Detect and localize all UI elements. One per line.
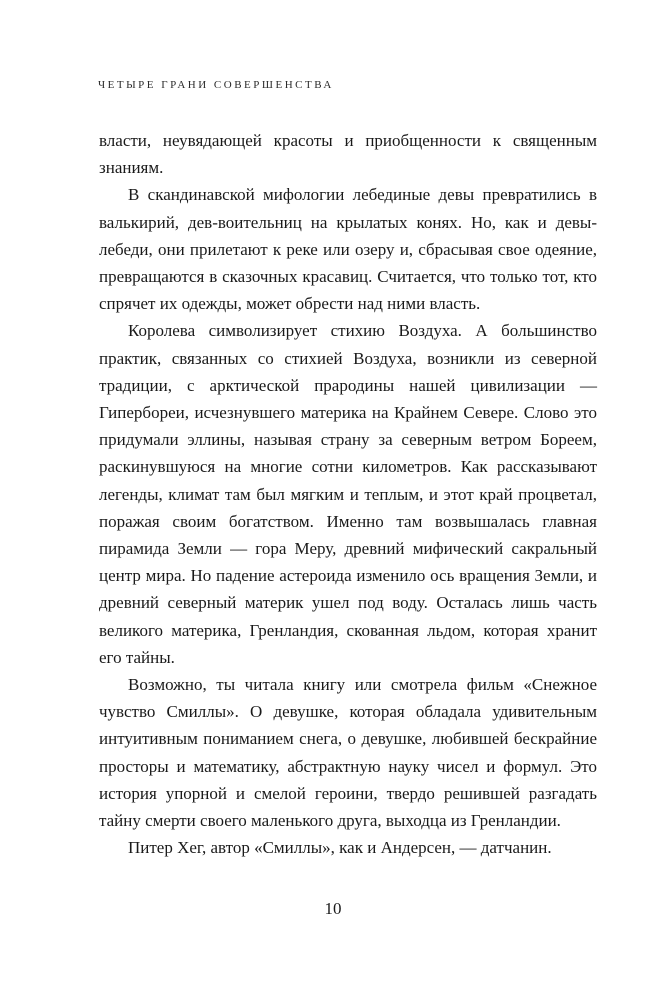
body-text [99, 127, 597, 861]
paragraph-1: власти, неувядающей красоты и приобщенности к священным знаниям. [99, 131, 597, 178]
paragraph-3: Королева символизирует стихию Воздуха. А большинство практик, связанных со стихией Воздуха, возникли из северной традиции, с арктической прародины нашей цивилизации — Гипербореи, исчезнувшего материка на Крайнем Севере. Слово это придумали эллины, называя страну за северным ветром Бореем, раскинувшуюся на многие сотни километров. Как рассказывают легенды, климат там был мягким и теплым, и этот край процветал, поражая своим богатством. Именно там возвышалась главная пирамида Земли — гора Меру, древний мифический сакральный центр мира. Но падение астероида изменило ось вращения Земли, и древний северный материк ушел под воду. Осталась лишь часть великого материка, Гренландия, скованная льдом, которая хранит его тайны. [99, 321, 597, 667]
paragraph-4: Возможно, ты читала книгу или смотрела фильм «Снежное чувство Смиллы». О девушке, которая обладала удивительным интуитивным пониманием снега, о девушке, любившей бескрайние просторы и математику, абстрактную науку чисел и формул. Это история упорной и смелой героини, твердо решившей разгадать тайну смерти своего маленького друга, выходца из Гренландии. [99, 675, 597, 831]
paragraph-5: Питер Хег, автор «Смиллы», как и Андерсен, — датчанин. [128, 838, 552, 858]
running-head: ЧЕТЫРЕ ГРАНИ СОВЕРШЕНСТВА [98, 79, 334, 91]
page-number: 10 [324, 899, 342, 918]
paragraph-2: В скандинавской мифологии лебединые девы превратились в валькирий, дев-воительниц на крылатых конях. Но, как и девы-лебеди, они прилетают к реке или озеру и, сбрасывая свое одеяние, превращаются в сказочных красавиц. Считается, что только тот, кто спрячет их одежды, может обрести над ними власть. [99, 185, 597, 314]
